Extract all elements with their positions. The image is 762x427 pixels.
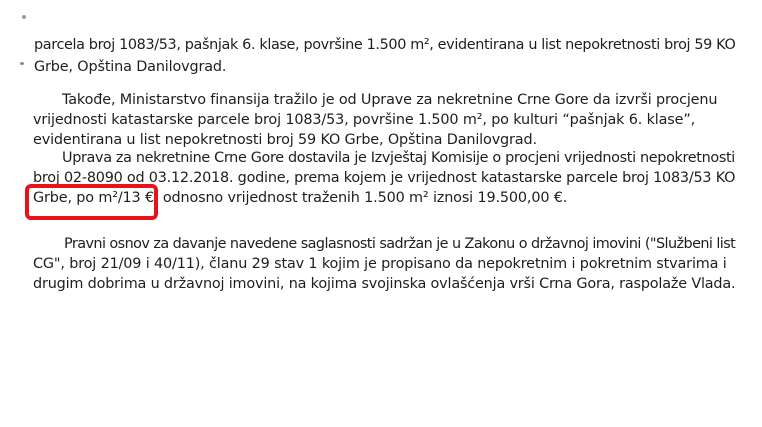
paragraph-4-line-1: Pravni osnov za davanje navedene saglasnosti sadržan je u Zakonu o državnoj imovini ("Službeni list (64, 236, 736, 252)
paragraph-3-line-2: broj 02-8090 od 03.12.2018. godine, prema kojem je vrijednost katastarske parcele broj 1083/53 KO (33, 170, 736, 186)
margin-mark (20, 62, 24, 65)
scan-dot (22, 15, 26, 19)
paragraph-2-line-1: Takođe, Ministarstvo finansija tražilo je od Uprave za nekretnine Crne Gore da izvrši procjenu (62, 92, 718, 108)
paragraph-4-line-2: CG", broj 21/09 i 40/11), članu 29 stav 1 kojim je propisano da nepokretnim i pokretnim stvarima i (33, 256, 727, 272)
paragraph-2-line-3: evidentirana u list nepokretnosti broj 59 KO Grbe, Opština Danilovgrad. (33, 132, 537, 148)
paragraph-1-line-1: parcela broj 1083/53, pašnjak 6. klase, površine 1.500 m², evidentirana u list nepokretnosti broj 59 KO (34, 37, 736, 53)
red-highlight-box (25, 184, 158, 220)
paragraph-1-line-2: Grbe, Opština Danilovgrad. (34, 59, 227, 75)
paragraph-2-line-2: vrijednosti katastarske parcele broj 1083/53, površine 1.500 m², po kulturi “pašnjak 6. klase”, (33, 112, 696, 128)
paragraph-3-line-3-rest: odnosno vrijednost traženih 1.500 m² iznosi 19.500,00 €. (158, 190, 568, 206)
paragraph-3-line-1: Uprava za nekretnine Crne Gore dostavila je Izvještaj Komisije o procjeni vrijednosti nepokretnosti (62, 150, 735, 166)
highlighted-price-text: Grbe, po m²/13 €, (33, 190, 159, 206)
paragraph-4-line-3: drugim dobrima u državnoj imovini, na kojima svojinska ovlašćenja vrši Crna Gora, raspolaže Vlada. (33, 276, 736, 292)
